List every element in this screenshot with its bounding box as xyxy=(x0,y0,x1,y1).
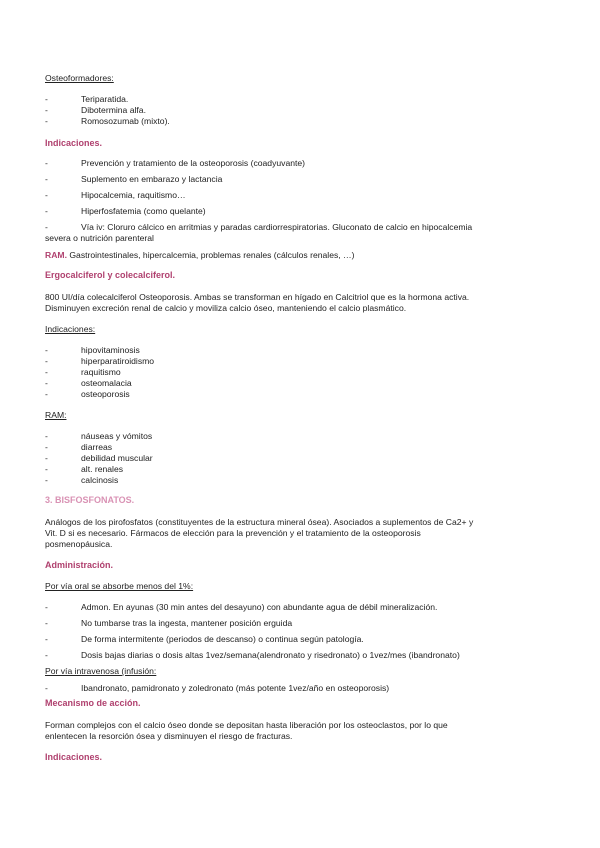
bisfosfonatos-paragraph-line: Análogos de los pirofosfatos (constituyentes de la estructura mineral ósea). Asociados a suplementos de Ca2+ y xyxy=(45,517,474,527)
mecanismo-heading: Mecanismo de acción. xyxy=(45,698,141,708)
bisfosfonatos-paragraph-line: posmenopáusica. xyxy=(45,539,113,549)
mecanismo-paragraph-line: Forman complejos con el calcio óseo donde se depositan hasta liberación por los osteoclastos, por lo que xyxy=(45,720,448,730)
ergocalciferol-heading: Ergocalciferol y colecalciferol. xyxy=(45,270,176,280)
bisfosfonatos-heading: 3. BISFOSFONATOS. xyxy=(45,495,135,505)
indicaciones-heading: Indicaciones. xyxy=(45,138,103,148)
indicaciones-heading-2: Indicaciones. xyxy=(45,752,103,762)
ergocalciferol-paragraph-line: 800 UI/día colecalciferol Osteoporosis. Ambas se transforman en hígado en Calcitriol que es la hormona activa. xyxy=(45,292,470,302)
administracion-heading: Administración. xyxy=(45,560,114,570)
via-oral-heading: Por vía oral se absorbe menos del 1%: xyxy=(45,581,194,591)
mecanismo-paragraph-line: enlentecen la resorción ósea y disminuyen el riesgo de fracturas. xyxy=(45,731,293,741)
bisfosfonatos-paragraph-line: Vit. D si es necesario. Fármacos de elección para la prevención y el tratamiento de la osteoporosis xyxy=(45,528,421,538)
ram-line xyxy=(45,250,558,260)
ergo-indicaciones-heading: Indicaciones: xyxy=(45,324,96,334)
list-item-continuation: severa o nutrición parenteral xyxy=(45,233,154,243)
via-intravenosa-heading: Por vía intravenosa (infusión: xyxy=(45,666,157,676)
ram-text: Gastrointestinales, hipercalcemia, problemas renales (cálculos renales, …) xyxy=(66,250,355,260)
ergo-ram-heading: RAM: xyxy=(45,410,67,420)
ram-label: RAM. xyxy=(45,250,67,260)
ergocalciferol-paragraph-line: Disminuyen excreción renal de calcio y moviliza calcio óseo, manteniendo el calcio plasmático. xyxy=(45,303,407,313)
osteoformadores-heading: Osteoformadores: xyxy=(45,73,114,83)
